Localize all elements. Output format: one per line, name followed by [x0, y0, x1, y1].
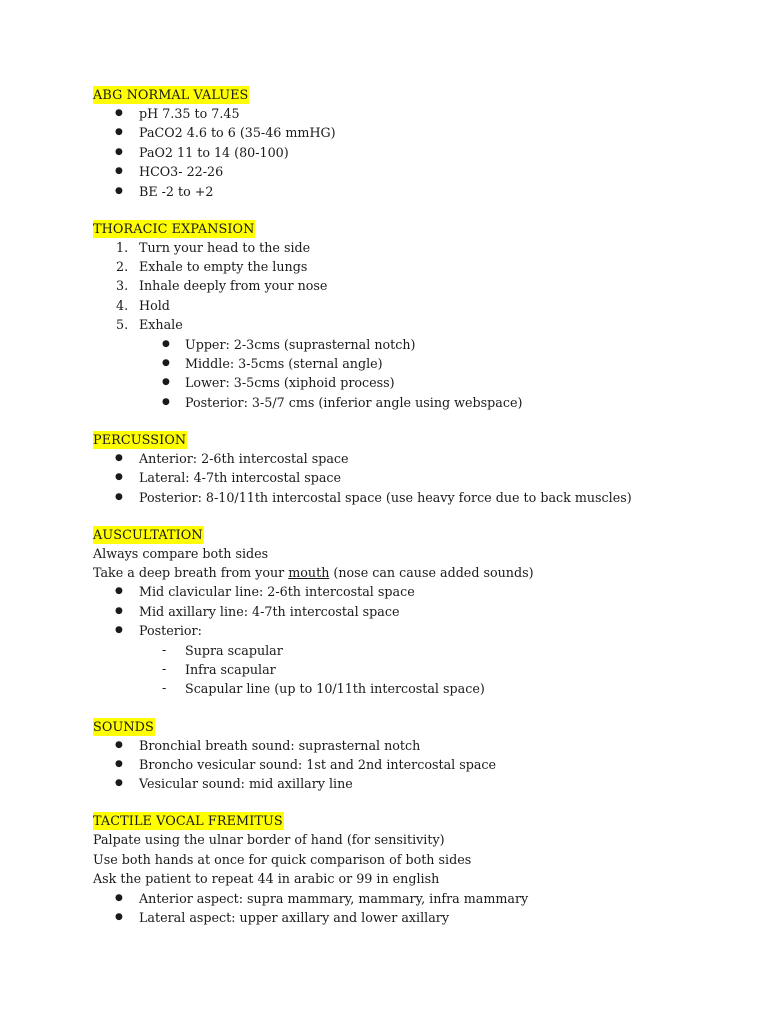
line-text: Middle: 3-5cms (sternal angle): [185, 355, 383, 371]
sub-list-item: [0, 335, 768, 354]
line-text: Take a deep breath from your: [93, 565, 289, 581]
line-text: BE -2 to +2: [139, 183, 214, 199]
bullet-icon: ●: [115, 625, 123, 636]
bullet-icon: ●: [115, 911, 123, 922]
line-text: Always compare both sides: [93, 545, 269, 561]
line-text: Exhale to empty the lungs: [139, 259, 308, 275]
dash-bullet: -: [162, 642, 167, 657]
line-text: Mid clavicular line: 2-6th intercostal space: [139, 584, 415, 600]
list-number: 4.: [116, 297, 129, 313]
list-item: [0, 582, 768, 601]
list-number: 3.: [116, 278, 129, 294]
section-heading: THORACIC EXPANSION: [93, 221, 255, 237]
section: [0, 718, 768, 794]
bullet-icon: ●: [115, 166, 123, 177]
line-text: Anterior aspect: supra mammary, mammary, infra mammary: [139, 890, 529, 906]
list-number: 1.: [116, 239, 129, 255]
list-item: [0, 908, 768, 927]
section: [0, 220, 768, 413]
list-item: [0, 315, 768, 334]
section-heading: AUSCULTATION: [93, 527, 203, 543]
bullet-icon: ●: [115, 472, 123, 483]
list-item: [0, 755, 768, 774]
line-text: Posterior: 3-5/7 cms (inferior angle using webspace): [185, 394, 523, 410]
line-text: Ask the patient to repeat 44 in arabic or 99 in english: [93, 871, 440, 887]
list-item: [0, 449, 768, 468]
list-item: [0, 602, 768, 621]
document-body: [0, 86, 768, 946]
bullet-icon: ●: [115, 491, 123, 502]
section-heading: TACTILE VOCAL FREMITUS: [93, 814, 283, 830]
dash-bullet: -: [162, 681, 167, 696]
section: [0, 86, 768, 201]
line-text: Vesicular sound: mid axillary line: [139, 776, 353, 792]
paragraph-line: [0, 850, 768, 869]
bullet-icon: ●: [115, 758, 123, 769]
bullet-icon: ●: [115, 892, 123, 903]
list-item: [0, 488, 768, 507]
list-number: 2.: [116, 259, 129, 275]
bullet-icon: ●: [115, 452, 123, 463]
section-heading: ABG NORMAL VALUES: [93, 88, 249, 103]
line-text: Hold: [139, 297, 170, 313]
list-item: [0, 182, 768, 201]
line-text: Posterior: 8-10/11th intercostal space (use heavy force due to back muscles): [139, 489, 632, 505]
line-text: Lower: 3-5cms (xiphoid process): [185, 375, 395, 391]
paragraph-line: [0, 869, 768, 888]
sub-list-item: [0, 679, 768, 698]
line-text: HCO3- 22-26: [139, 164, 224, 180]
line-text: (nose can cause added sounds): [329, 565, 534, 581]
list-item: [0, 143, 768, 162]
section: [0, 431, 768, 507]
line-text: PaO2 11 to 14 (80-100): [139, 144, 289, 160]
section: [0, 526, 768, 699]
paragraph-line: [0, 830, 768, 849]
section: [0, 812, 768, 927]
underlined-text: mouth: [288, 565, 330, 581]
list-item: [0, 276, 768, 295]
line-text: Upper: 2-3cms (suprasternal notch): [185, 336, 416, 352]
line-text: Supra scapular: [185, 642, 283, 658]
list-item: [0, 162, 768, 181]
line-text: Exhale: [139, 317, 183, 333]
sub-list-item: [0, 660, 768, 679]
line-text: Mid axillary line: 4-7th intercostal space: [139, 603, 400, 619]
bullet-icon: ●: [115, 185, 123, 196]
line-text: Palpate using the ulnar border of hand (for sensitivity): [93, 832, 445, 848]
line-text: Broncho vesicular sound: 1st and 2nd intercostal space: [139, 756, 497, 772]
line-text: Scapular line (up to 10/11th intercostal space): [185, 681, 485, 697]
list-item: [0, 736, 768, 755]
bullet-icon: ●: [115, 739, 123, 750]
paragraph-line: [0, 563, 768, 582]
list-item: [0, 296, 768, 315]
line-text: Bronchial breath sound: suprasternal notch: [139, 737, 421, 753]
list-item: [0, 257, 768, 276]
bullet-icon: ●: [115, 108, 123, 118]
bullet-icon: ●: [115, 127, 123, 138]
line-text: Infra scapular: [185, 662, 276, 678]
line-text: Use both hands at once for quick comparison of both sides: [93, 851, 472, 867]
bullet-icon: ●: [162, 338, 170, 349]
dash-bullet: -: [162, 662, 167, 677]
line-text: Turn your head to the side: [139, 239, 311, 255]
line-text: Anterior: 2-6th intercostal space: [139, 450, 349, 466]
line-text: PaCO2 4.6 to 6 (35-46 mmHG): [139, 125, 336, 141]
list-number: 5.: [116, 317, 129, 333]
section-heading: PERCUSSION: [93, 432, 187, 448]
list-item: [0, 238, 768, 257]
list-item: [0, 468, 768, 487]
list-item: [0, 104, 768, 123]
bullet-icon: ●: [162, 377, 170, 388]
bullet-icon: ●: [115, 605, 123, 616]
list-item: [0, 621, 768, 640]
paragraph-line: [0, 544, 768, 563]
line-text: Posterior:: [139, 623, 202, 639]
sub-list-item: [0, 354, 768, 373]
line-text: Lateral: 4-7th intercostal space: [139, 470, 342, 486]
section-heading: SOUNDS: [93, 719, 154, 735]
bullet-icon: ●: [162, 396, 170, 407]
sub-list-item: [0, 373, 768, 392]
list-item: [0, 774, 768, 793]
bullet-icon: ●: [115, 146, 123, 157]
line-text: Lateral aspect: upper axillary and lower axillary: [139, 909, 450, 925]
sub-list-item: [0, 641, 768, 660]
list-item: [0, 123, 768, 142]
line-text: pH 7.35 to 7.45: [139, 106, 240, 121]
bullet-icon: ●: [115, 778, 123, 789]
list-item: [0, 889, 768, 908]
bullet-icon: ●: [115, 586, 123, 597]
line-text: Inhale deeply from your nose: [139, 278, 328, 294]
bullet-icon: ●: [162, 357, 170, 368]
sub-list-item: [0, 393, 768, 412]
